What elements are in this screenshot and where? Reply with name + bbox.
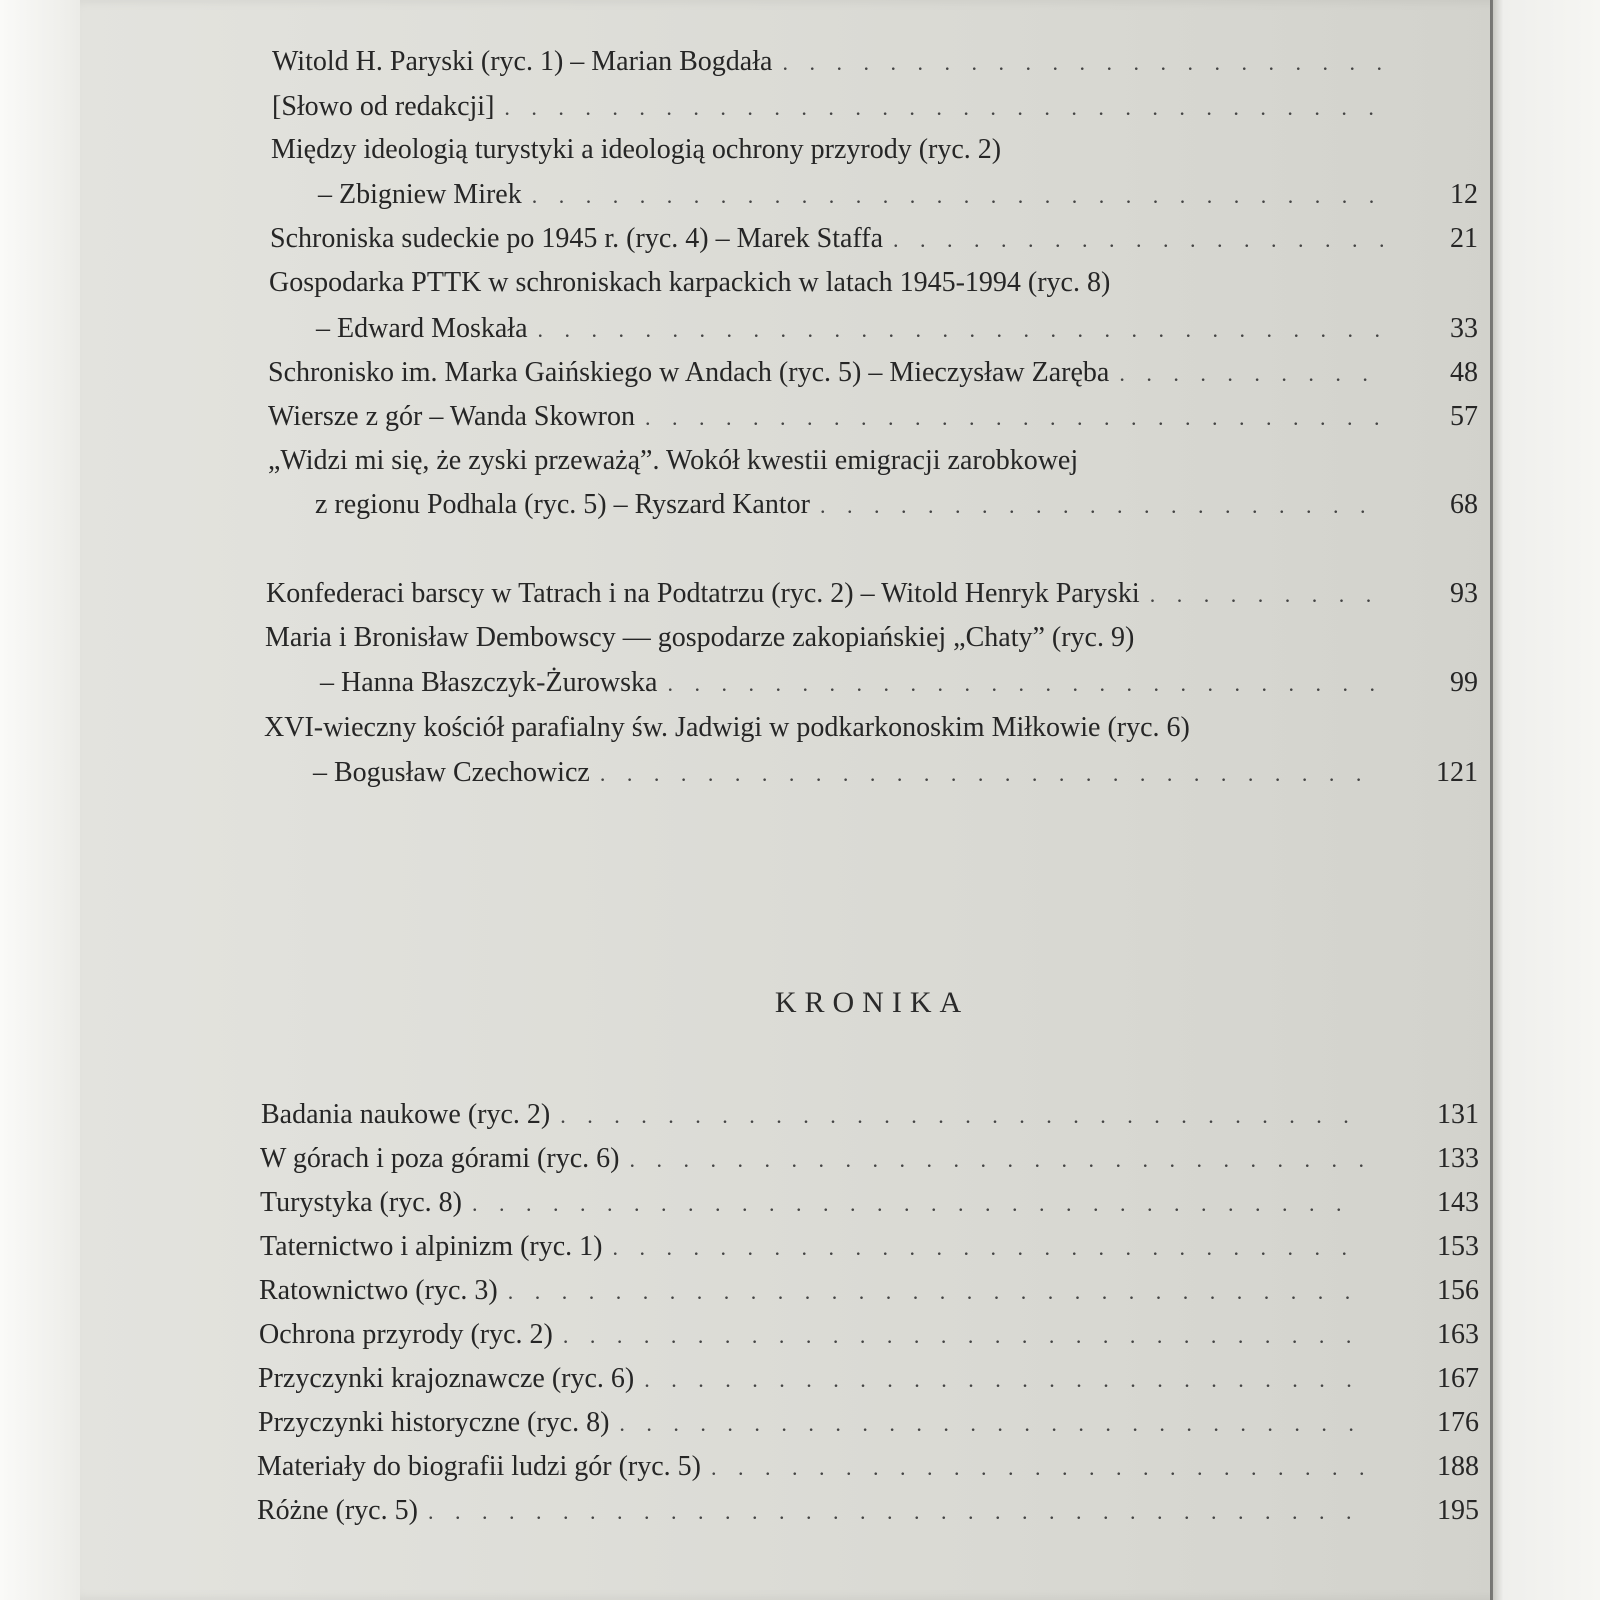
toc-entry	[315, 488, 1478, 523]
toc-page-number: 133	[1437, 1143, 1479, 1174]
toc-entry-title: – Zbigniew Mirek	[318, 179, 522, 210]
leader-dots	[1150, 578, 1383, 612]
toc-page-number: 21	[1450, 223, 1478, 254]
toc-page-number: 99	[1450, 667, 1478, 698]
toc-page-number: 57	[1450, 401, 1478, 432]
toc-entry	[271, 133, 1471, 167]
toc-entry	[259, 1274, 1479, 1309]
toc-entry	[261, 1098, 1479, 1133]
leader-dots	[782, 46, 1390, 80]
toc-entry-title: Witold H. Paryski (ryc. 1) – Marian Bogdała	[272, 46, 773, 77]
toc-entry-title: Ochrona przyrody (ryc. 2)	[259, 1319, 553, 1350]
toc-entry	[259, 1318, 1479, 1353]
leader-dots	[645, 401, 1383, 435]
toc-entry-title: Ratownictwo (ryc. 3)	[259, 1275, 498, 1306]
toc-entry-title: Turystyka (ryc. 8)	[260, 1187, 462, 1218]
toc-entry-title: XVI-wieczny kościół parafialny św. Jadwigi w podkarkonoskim Miłkowie (ryc. 6)	[264, 712, 1190, 743]
toc-entry	[313, 756, 1478, 791]
leader-dots	[600, 757, 1383, 791]
toc-entry-title: – Hanna Błaszczyk-Żurowska	[320, 667, 658, 698]
toc-entry-title: W górach i poza górami (ryc. 6)	[260, 1143, 620, 1174]
leader-dots	[428, 1495, 1364, 1529]
toc-page-number: 176	[1437, 1407, 1479, 1438]
toc-entry-title: – Edward Moskała	[316, 313, 528, 344]
toc-entry-title: – Bogusław Czechowicz	[313, 757, 590, 788]
toc-entry-title: Przyczynki historyczne (ryc. 8)	[258, 1407, 610, 1438]
leader-dots	[504, 91, 1390, 125]
toc-page-number: 195	[1437, 1495, 1479, 1526]
section-heading: KRONIKA	[774, 986, 970, 1019]
toc-entry	[269, 266, 1469, 300]
toc-entry-title: Konfederaci barscy w Tatrach i na Podtatrzu (ryc. 2) – Witold Henryk Paryski	[266, 578, 1140, 609]
toc-entry	[257, 1494, 1479, 1529]
toc-entry-title: Badania naukowe (ryc. 2)	[261, 1099, 551, 1130]
toc-entry-title: Między ideologią turystyki a ideologią ochrony przyrody (ryc. 2)	[271, 134, 1002, 165]
leader-dots	[538, 313, 1383, 347]
leader-dots	[1119, 357, 1383, 391]
toc-entry	[318, 178, 1478, 213]
toc-entry	[268, 400, 1478, 435]
page-margin-left	[0, 0, 80, 1600]
toc-page-number: 153	[1437, 1231, 1479, 1262]
toc-page-number: 48	[1450, 357, 1478, 388]
toc-page-number: 188	[1437, 1451, 1479, 1482]
toc-page-number: 143	[1437, 1187, 1479, 1218]
toc-page-number: 131	[1437, 1099, 1479, 1130]
toc-page-number: 68	[1450, 489, 1478, 520]
leader-dots	[560, 1099, 1364, 1133]
toc-entry-title: Różne (ryc. 5)	[257, 1495, 418, 1526]
toc-entry	[268, 356, 1478, 391]
leader-dots	[619, 1407, 1364, 1441]
toc-entry	[260, 1230, 1479, 1265]
toc-page-number: 93	[1450, 578, 1478, 609]
toc-entry	[316, 312, 1478, 347]
leader-dots	[532, 179, 1383, 213]
leader-dots	[472, 1187, 1364, 1221]
toc-entry	[260, 1142, 1479, 1177]
toc-entry	[272, 45, 1390, 80]
leader-dots	[667, 667, 1383, 701]
toc-entry	[257, 1450, 1479, 1485]
toc-entry	[266, 577, 1478, 612]
toc-entry-title: Schroniska sudeckie po 1945 r. (ryc. 4) – Marek Staffa	[270, 223, 883, 254]
toc-page-number: 121	[1436, 757, 1478, 788]
toc-entry-title: Przyczynki krajoznawcze (ryc. 6)	[258, 1363, 635, 1394]
toc-entry-title: Taternictwo i alpinizm (ryc. 1)	[260, 1231, 603, 1262]
page-fold-line	[1490, 0, 1493, 1600]
toc-page-number: 12	[1450, 179, 1478, 210]
leader-dots	[893, 223, 1383, 257]
leader-dots	[644, 1363, 1364, 1397]
toc-entry	[270, 222, 1478, 257]
leader-dots	[508, 1275, 1364, 1309]
leader-dots	[820, 489, 1383, 523]
toc-entry-title: z regionu Podhala (ryc. 5) – Ryszard Kantor	[315, 489, 810, 520]
toc-entry-title: Gospodarka PTTK w schroniskach karpackich w latach 1945-1994 (ryc. 8)	[269, 267, 1111, 298]
leader-dots	[629, 1143, 1364, 1177]
toc-entry-title: Wiersze z gór – Wanda Skowron	[268, 401, 635, 432]
toc-page-number: 33	[1450, 313, 1478, 344]
toc-entry-title: [Słowo od redakcji]	[272, 91, 495, 122]
toc-entry	[268, 444, 1468, 478]
toc-entry	[264, 711, 1464, 745]
toc-entry	[320, 666, 1478, 701]
toc-entry	[260, 1186, 1479, 1221]
leader-dots	[711, 1451, 1364, 1485]
toc-page-number: 167	[1437, 1363, 1479, 1394]
leader-dots	[612, 1231, 1364, 1265]
toc-entry	[258, 1362, 1479, 1397]
toc-page-number: 156	[1437, 1275, 1479, 1306]
toc-entry-title: Materiały do biografii ludzi gór (ryc. 5)	[257, 1451, 701, 1482]
leader-dots	[563, 1319, 1364, 1353]
next-page-edge	[1490, 0, 1600, 1600]
toc-entry-title: Maria i Bronisław Dembowscy — gospodarze zakopiańskiej „Chaty” (ryc. 9)	[265, 622, 1135, 653]
toc-entry	[265, 621, 1465, 655]
toc-entry-title: „Widzi mi się, że zyski przeważą”. Wokół kwestii emigracji zarobkowej	[268, 445, 1079, 476]
toc-page-number: 163	[1437, 1319, 1479, 1350]
toc-entry	[258, 1406, 1479, 1441]
toc-entry	[272, 90, 1390, 125]
toc-entry-title: Schronisko im. Marka Gaińskiego w Andach (ryc. 5) – Mieczysław Zaręba	[268, 357, 1110, 388]
